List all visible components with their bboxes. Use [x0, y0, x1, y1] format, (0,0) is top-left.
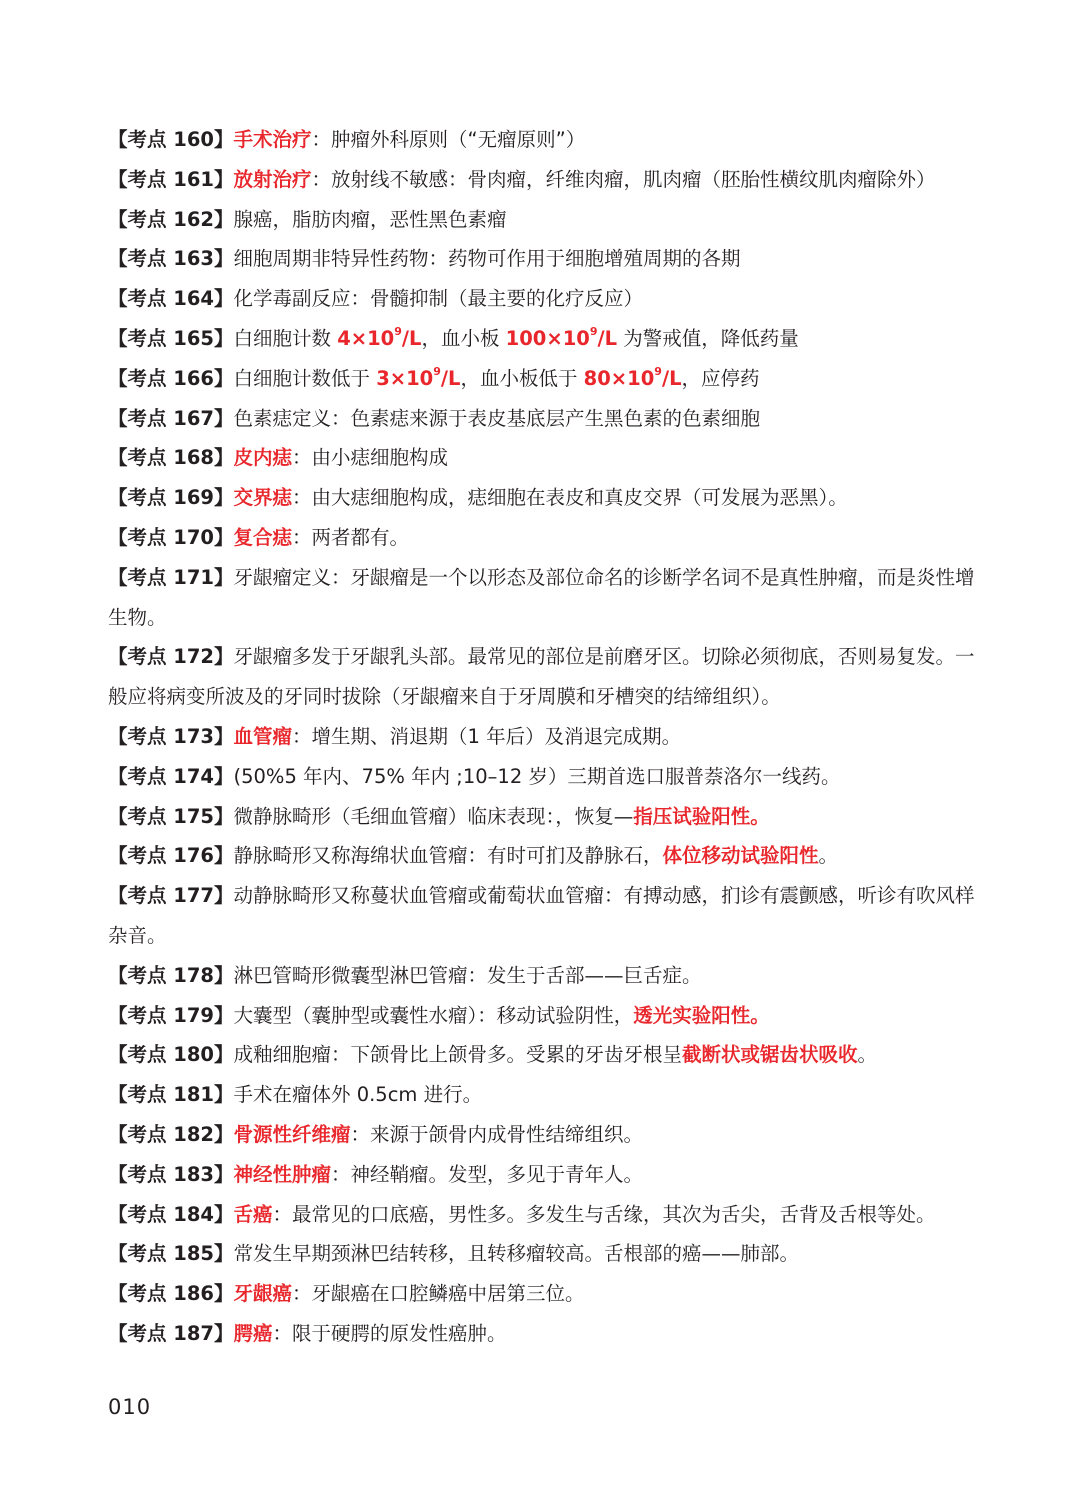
highlighted-term: 复合痣: [233, 525, 293, 549]
exam-point-entry: [108, 239, 978, 279]
exam-point-entry: [108, 558, 978, 638]
highlighted-term: 放射治疗: [233, 167, 312, 191]
highlighted-term: 截断状或锯齿状吸收: [682, 1043, 858, 1067]
exam-point-number: 【考点 187】: [108, 1321, 234, 1345]
exam-point-number: 【考点 173】: [108, 724, 234, 748]
entry-text: ：牙龈癌在口腔鳞癌中居第三位。: [292, 1282, 585, 1306]
entry-text: ：神经鞘瘤。发型，多见于青年人。: [331, 1162, 644, 1186]
entry-text: 色素痣定义：色素痣来源于表皮基底层产生黑色素的色素细胞: [233, 406, 761, 430]
entry-text: ：来源于颌骨内成骨性结缔组织。: [350, 1122, 644, 1146]
exam-point-number: 【考点 182】: [108, 1122, 234, 1146]
exam-point-entry: [108, 717, 978, 757]
highlighted-term: 9: [433, 365, 441, 379]
highlighted-term: /L: [440, 366, 461, 390]
exam-point-number: 【考点 161】: [108, 167, 234, 191]
entry-text: 。: [818, 844, 839, 868]
highlighted-term: 骨源性纤维瘤: [233, 1122, 351, 1146]
highlighted-term: 皮内痣: [233, 446, 293, 470]
entry-text: 白细胞计数低于: [233, 366, 377, 390]
exam-point-entry: [108, 797, 978, 837]
highlighted-term: 牙龈癌: [233, 1282, 293, 1306]
entry-text: 。: [857, 1043, 878, 1067]
highlighted-term: 100×10: [505, 326, 590, 350]
exam-point-entry: [108, 836, 978, 876]
exam-point-number: 【考点 167】: [108, 406, 234, 430]
highlighted-term: 4×10: [337, 326, 395, 350]
exam-point-entry: [108, 956, 978, 996]
exam-point-number: 【考点 177】: [108, 884, 234, 908]
entry-text: ，血小板: [421, 326, 506, 350]
exam-point-number: 【考点 179】: [108, 1003, 234, 1027]
highlighted-term: 血管瘤: [233, 724, 293, 748]
exam-point-number: 【考点 163】: [108, 247, 234, 271]
highlighted-term: /L: [597, 326, 618, 350]
highlighted-term: 指压试验阳性。: [633, 804, 770, 828]
highlighted-term: 9: [589, 325, 598, 339]
exam-point-entry: [108, 478, 978, 518]
entry-text: 常发生早期颈淋巴结转移，且转移瘤较高。舌根部的癌——肺部。: [233, 1242, 800, 1266]
exam-point-entry: [108, 1234, 978, 1274]
highlighted-term: 3×10: [376, 366, 434, 390]
exam-point-entry: [108, 200, 978, 240]
exam-point-entry: [108, 1115, 978, 1155]
entry-text: 淋巴管畸形微囊型淋巴管瘤：发生于舌部——巨舌症。: [233, 963, 702, 987]
highlighted-term: 80×10: [583, 366, 655, 390]
highlighted-term: 交界痣: [233, 486, 293, 510]
exam-point-entry: [108, 1035, 978, 1075]
exam-point-entry: [108, 438, 978, 478]
exam-point-number: 【考点 180】: [108, 1043, 234, 1067]
entry-text: 静脉畸形又称海绵状血管瘤：有时可扪及静脉石，: [233, 844, 663, 868]
exam-point-number: 【考点 162】: [108, 207, 234, 231]
entry-text: ，血小板低于: [460, 366, 584, 390]
exam-point-entry: [108, 120, 978, 160]
entry-text: ：放射线不敏感：骨肉瘤，纤维肉瘤，肌肉瘤（胚胎性横纹肌肉瘤除外）: [311, 167, 936, 191]
entry-text: 成釉细胞瘤：下颌骨比上颌骨多。受累的牙齿牙根呈: [233, 1043, 683, 1067]
entry-text: ：由大痣细胞构成，痣细胞在表皮和真皮交界（可发展为恶黑）。: [292, 486, 848, 510]
page-content: [108, 120, 978, 1354]
exam-point-entry: [108, 359, 978, 399]
exam-point-number: 【考点 178】: [108, 963, 234, 987]
highlighted-term: 体位移动试验阳性: [662, 844, 819, 868]
entry-text: 化学毒副反应：骨髓抑制（最主要的化疗反应）: [233, 287, 644, 311]
exam-point-entry: [108, 279, 978, 319]
exam-point-entry: [108, 996, 978, 1036]
exam-point-entry: [108, 876, 978, 956]
highlighted-term: /L: [401, 326, 422, 350]
highlighted-term: 手术治疗: [233, 128, 312, 151]
exam-point-entry: [108, 637, 978, 717]
highlighted-term: 舌癌: [233, 1202, 273, 1226]
exam-point-number: 【考点 183】: [108, 1162, 234, 1186]
entry-text: ，应停药: [681, 366, 760, 390]
exam-point-entry: [108, 1314, 978, 1354]
entry-text: ：两者都有。: [292, 525, 410, 549]
entry-text: 牙龈瘤多发于牙龈乳头部。最常见的部位是前磨牙区。切除必须彻底，否则易复发。一般应将病变所波及的牙同时拔除（牙龈瘤来自于牙周膜和牙槽突的结缔组织）。: [108, 645, 975, 709]
highlighted-term: 腭癌: [233, 1321, 273, 1345]
exam-point-number: 【考点 172】: [108, 645, 234, 669]
exam-point-number: 【考点 165】: [108, 326, 234, 350]
exam-point-entry: [108, 757, 978, 797]
exam-point-number: 【考点 160】: [108, 128, 234, 151]
entry-text: ：肿瘤外科原则（“无瘤原则”）: [311, 128, 586, 151]
highlighted-term: /L: [661, 366, 682, 390]
entry-text: 手术在瘤体外 0.5cm 进行。: [233, 1083, 483, 1107]
exam-point-number: 【考点 185】: [108, 1242, 234, 1266]
highlighted-term: 神经性肿瘤: [233, 1162, 332, 1186]
entry-text: 细胞周期非特异性药物：药物可作用于细胞增殖周期的各期: [233, 247, 741, 271]
entry-text: ：最常见的口底癌，男性多。多发生与舌缘，其次为舌尖，舌背及舌根等处。: [272, 1202, 936, 1226]
exam-point-number: 【考点 181】: [108, 1083, 234, 1107]
exam-point-entry: [108, 1075, 978, 1115]
entry-text: 大囊型（囊肿型或囊性水瘤）：移动试验阴性，: [233, 1003, 634, 1027]
entry-text: 牙龈瘤定义：牙龈瘤是一个以形态及部位命名的诊断学名词不是真性肿瘤，而是炎性增生物。: [108, 565, 975, 629]
exam-point-entry: [108, 518, 978, 558]
highlighted-term: 9: [394, 325, 402, 339]
entry-text: 微静脉畸形（毛细血管瘤）临床表现：，恢复—: [233, 804, 634, 828]
exam-point-number: 【考点 174】: [108, 764, 234, 788]
entry-text: ：限于硬腭的原发性癌肿。: [272, 1321, 507, 1345]
entry-text: ：由小痣细胞构成: [292, 446, 449, 470]
exam-point-number: 【考点 170】: [108, 525, 234, 549]
exam-point-entry: [108, 160, 978, 200]
exam-point-entry: [108, 1155, 978, 1195]
exam-point-entry: [108, 1274, 978, 1314]
exam-point-entry: [108, 1195, 978, 1235]
entry-text: 为警戒值，降低药量: [617, 326, 799, 350]
entry-text: 动静脉畸形又称蔓状血管瘤或葡萄状血管瘤：有搏动感，扪诊有震颤感，听诊有吹风样杂音。: [108, 884, 975, 947]
exam-point-number: 【考点 169】: [108, 486, 234, 510]
exam-point-number: 【考点 184】: [108, 1202, 234, 1226]
entry-text: (50%5 年内、75% 年内 ;10–12 岁）三期首选口服普萘洛尔一线药。: [233, 764, 841, 788]
exam-point-number: 【考点 164】: [108, 287, 234, 311]
exam-point-entry: [108, 319, 978, 359]
entry-text: ：增生期、消退期（1 年后）及消退完成期。: [292, 724, 682, 748]
exam-point-number: 【考点 176】: [108, 844, 234, 868]
exam-point-number: 【考点 168】: [108, 446, 234, 470]
highlighted-term: 9: [654, 365, 662, 379]
exam-point-entry: [108, 399, 978, 439]
exam-point-number: 【考点 171】: [108, 565, 234, 589]
entry-text: 白细胞计数: [233, 326, 338, 350]
page-number: 010: [108, 1395, 152, 1419]
exam-point-number: 【考点 166】: [108, 366, 234, 390]
exam-point-number: 【考点 175】: [108, 804, 234, 828]
entry-text: 腺癌，脂肪肉瘤，恶性黑色素瘤: [233, 207, 507, 231]
highlighted-term: 透光实验阳性。: [633, 1003, 770, 1027]
exam-point-number: 【考点 186】: [108, 1282, 234, 1306]
